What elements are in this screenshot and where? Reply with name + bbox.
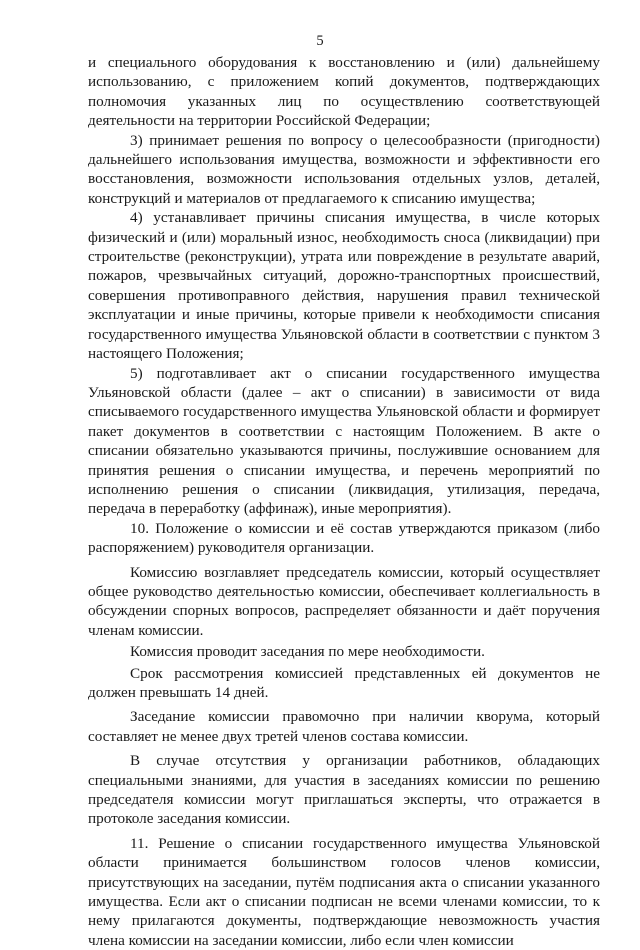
paragraph-quorum: Заседание комиссии правомочно при наличии кворума, который составляет не менее двух третей членов состава комиссии.: [88, 708, 600, 745]
paragraph-item-5: 5) подготавливает акт о списании государственного имущества Ульяновской области (далее – акт о списании) в зависимости от вида списываемого государственного имущества Ульяновской области и формирует пакет документов в соответствии с настоящим Положением. В акте о списании обязательно указываются причины, послужившие основанием для принятия решения о списании имущества, и перечень мероприятий по исполнению решения о списании (ликвидация, утилизация, передача, передача в переработку (аффинаж), иные мероприятия).: [88, 364, 600, 518]
paragraph-clause-10: 10. Положение о комиссии и её состав утверждаются приказом (либо распоряжением) руководителя организации.: [88, 519, 600, 557]
paragraph-review-term: Срок рассмотрения комиссией представленных ей документов не должен превышать 14 дней.: [88, 664, 600, 701]
paragraph-continuation: и специального оборудования к восстановлению и (или) дальнейшему использованию, с приложением копий документов, подтверждающих полномочия указанных лиц по осуществлению соответствующей деятельности на территории Российской Федерации;: [88, 54, 600, 130]
paragraph-item-3: 3) принимает решения по вопросу о целесообразности (пригодности) дальнейшего использования имущества, возможности и эффективности его восстановления, возможности использования отдельных узлов, деталей, конструкций и материалов от предлагаемого к списанию имущества;: [88, 131, 600, 207]
paragraph-item-4: 4) устанавливает причины списания имущества, в числе которых физический и (или) моральный износ, необходимость сноса (ликвидации) при строительстве (реконструкции), утрата или повреждение в результате аварий, пожаров, чрезвычайных ситуаций, дорожно-транспортных происшествий, совершения противоправного действия, нарушения правил технической эксплуатации и иные причины, которые привели к необходимости списания государственного имущества Ульяновской области в соответствии с пунктом 3 настоящего Положения;: [88, 209, 600, 363]
paragraph-clause-11: 11. Решение о списании государственного имущества Ульяновской области принимается большинством голосов членов комиссии, присутствующих на заседании, путём подписания акта о списании указанного имущества. Если акт о списании подписан не всеми членами комиссии, то к нему прилагаются документы, подтверждающие невозможность участия члена комиссии на заседании комиссии, либо если член комиссии: [88, 834, 600, 949]
paragraph-meetings: Комиссия проводит заседания по мере необходимости.: [130, 643, 485, 661]
document-body: [88, 53, 600, 950]
paragraph-experts: В случае отсутствия у организации работников, обладающих специальными знаниями, для участия в заседаниях комиссии по решению председателя комиссии могут приглашаться эксперты, что отражается в протоколе заседания комиссии.: [88, 752, 600, 828]
paragraph-chairman: Комиссию возглавляет председатель комиссии, который осуществляет общее руководство деятельностью комиссии, обеспечивает коллегиальность в обсуждении спорных вопросов, распределяет обязанности и даёт поручения членам комиссии.: [88, 563, 600, 639]
page-number: 5: [316, 33, 324, 49]
